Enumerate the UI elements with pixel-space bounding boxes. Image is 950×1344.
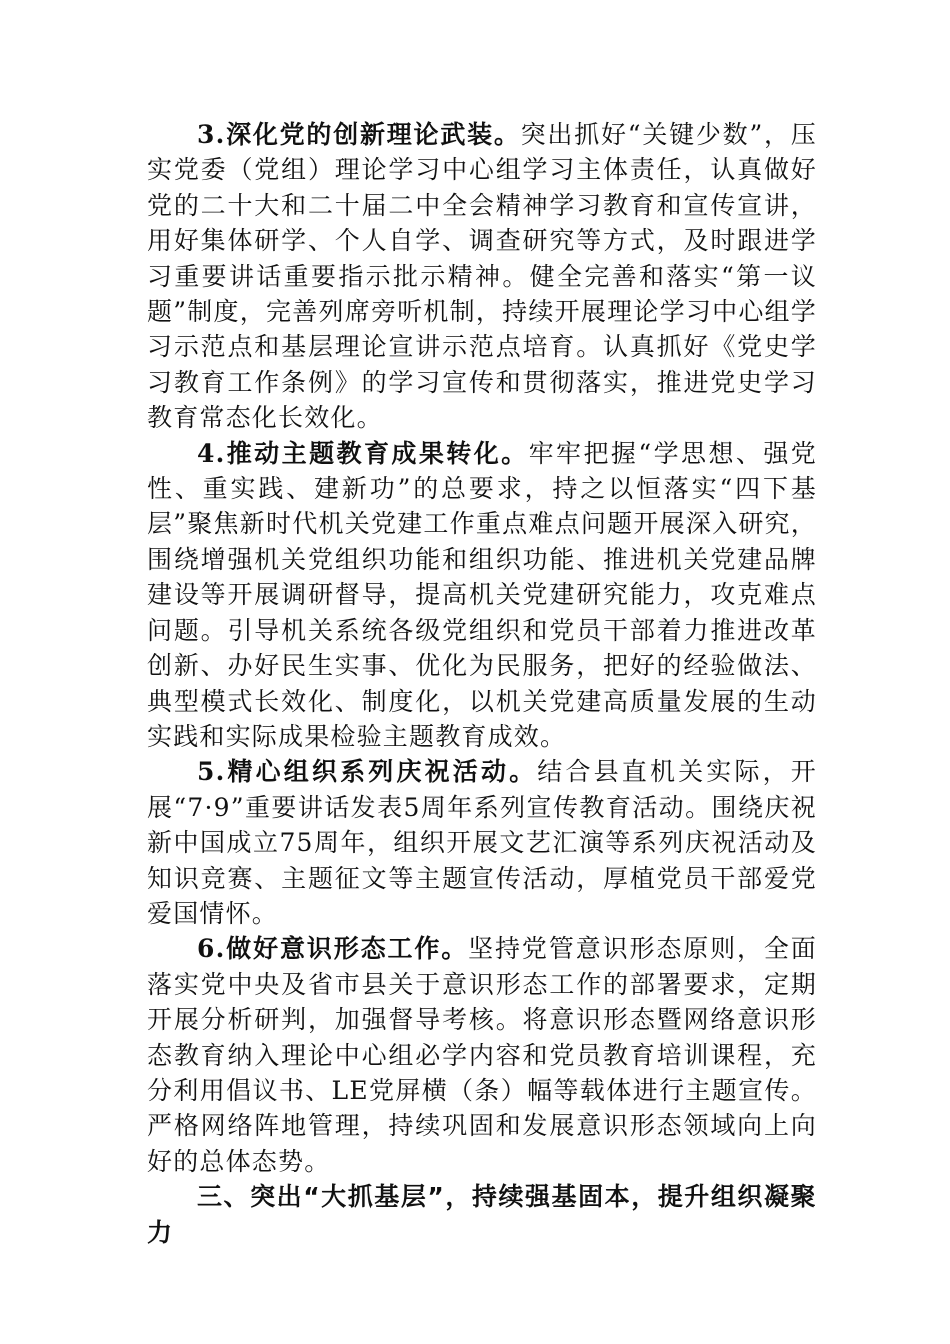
paragraph-3 — [147, 117, 817, 436]
document-body — [147, 117, 817, 1250]
section-heading: 三、突出“大抓基层”，持续强基固本，提升组织凝聚力 — [147, 1182, 817, 1247]
paragraph-4 — [147, 436, 817, 755]
paragraph-5-lead: 5.精心组织系列庆祝活动。 — [197, 757, 538, 787]
paragraph-6-body: 坚持党管意识形态原则，全面落实党中央及省市县关于意识形态工作的部署要求，定期开展分析研判，加强督导考核。将意识形态暨网络意识形态教育纳入理论中心组必学内容和党员教育培训课程，充分利用倡议书、LE党屏横（条）幅等载体进行主题宣传。严格网络阵地管理，持续巩固和发展意识形态领域向上向好的总体态势。 — [147, 934, 817, 1176]
paragraph-5-body: 结合县直机关实际，开展“7·9”重要讲话发表5周年系列宣传教育活动。围绕庆祝新中国成立75周年，组织开展文艺汇演等系列庆祝活动及知识竞赛、主题征文等主题宣传活动，厚植党员干部爱党爱国情怀。 — [147, 757, 817, 928]
paragraph-4-body: 牢牢把握“学思想、强党性、重实践、建新功”的总要求，持之以恒落实“四下基层”聚焦新时代机关党建工作重点难点问题开展深入研究，围绕增强机关党组织功能和组织功能、推进机关党建品牌建设等开展调研督导，提高机关党建研究能力，攻克难点问题。引导机关系统各级党组织和党员干部着力推进改革创新、办好民生实事、优化为民服务，把好的经验做法、典型模式长效化、制度化，以机关党建高质量发展的生动实践和实际成果检验主题教育成效。 — [147, 438, 818, 751]
paragraph-3-body: 突出抓好“关键少数”，压实党委（党组）理论学习中心组学习主体责任，认真做好党的二十大和二十届二中全会精神学习教育和宣传宣讲，用好集体研学、个人自学、调查研究等方式，及时跟进学习重要讲话重要指示批示精神。健全完善和落实“第一议题”制度，完善列席旁听机制，持续开展理论学习中心组学习示范点和基层理论宣讲示范点培育。认真抓好《党史学习教育工作条例》的学习宣传和贯彻落实，推进党史学习教育常态化长效化。 — [147, 120, 817, 433]
paragraph-6-lead: 6.做好意识形态工作。 — [197, 934, 469, 964]
paragraph-6 — [147, 931, 817, 1179]
paragraph-5 — [147, 754, 817, 931]
paragraph-3-lead: 3.深化党的创新理论武装。 — [197, 120, 521, 149]
paragraph-4-lead: 4.推动主题教育成果转化。 — [197, 438, 529, 468]
